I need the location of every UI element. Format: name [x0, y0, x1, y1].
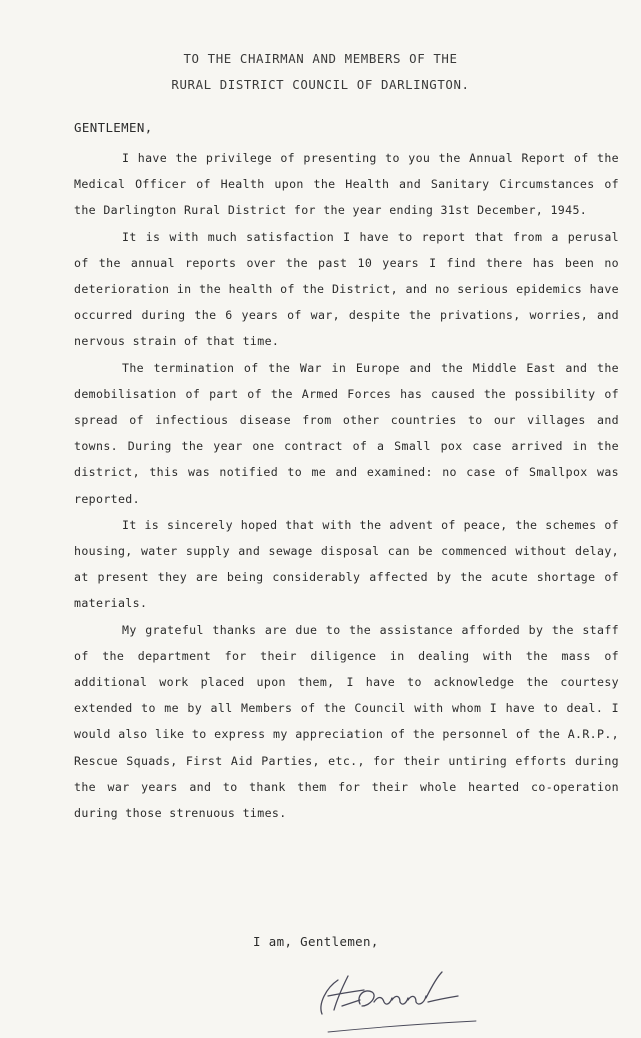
salutation: GENTLEMEN,	[74, 120, 153, 135]
handwritten-signature	[308, 966, 478, 1036]
paragraph-health-report: It is with much satisfaction I have to report that from a perusal of the annual reports over the past 10 years I find there has been no deterioration in the health of the District, and no serious epidemics have occurred during the 6 years of war, despite the privations, worries, and nervous strain of that time.	[74, 229, 619, 349]
heading-line-1: TO THE CHAIRMAN AND MEMBERS OF THE	[183, 51, 458, 66]
closing-line: I am, Gentlemen,	[253, 934, 379, 949]
paragraph-introduction: I have the privilege of presenting to you the Annual Report of the Medical Officer of Health upon the Health and Sanitary Circumstances of the Darlington Rural District for the year ending 31st December, 1945.	[74, 151, 619, 218]
heading-line-2: RURAL DISTRICT COUNCIL OF DARLINGTON.	[171, 77, 470, 92]
paragraph-demobilisation: The termination of the War in Europe and the Middle East and the demobilisation of part of the Armed Forces has caused the possibility of spread of infectious disease from other countries to our villages and towns. During the year one contract of a Small pox case arrived in the district, this was notified to me and examined: no case of Smallpox was reported.	[74, 360, 619, 506]
letter-body	[74, 145, 619, 826]
paragraph-thanks: My grateful thanks are due to the assistance afforded by the staff of the department for their diligence in dealing with the mass of additional work placed upon them, I have to acknowledge the courtesy extended to me by all Members of the Council with whom I have to deal. I would also like to express my appreciation of the personnel of the A.R.P., Rescue Squads, First Aid Parties, etc., for their untiring efforts during the war years and to thank them for their whole hearted co-operation during those strenuous times.	[74, 622, 619, 821]
paragraph-housing-schemes: It is sincerely hoped that with the advent of peace, the schemes of housing, water supply and sewage disposal can be commenced without delay, at present they are being considerably affected by the acute shortage of materials.	[74, 517, 619, 611]
